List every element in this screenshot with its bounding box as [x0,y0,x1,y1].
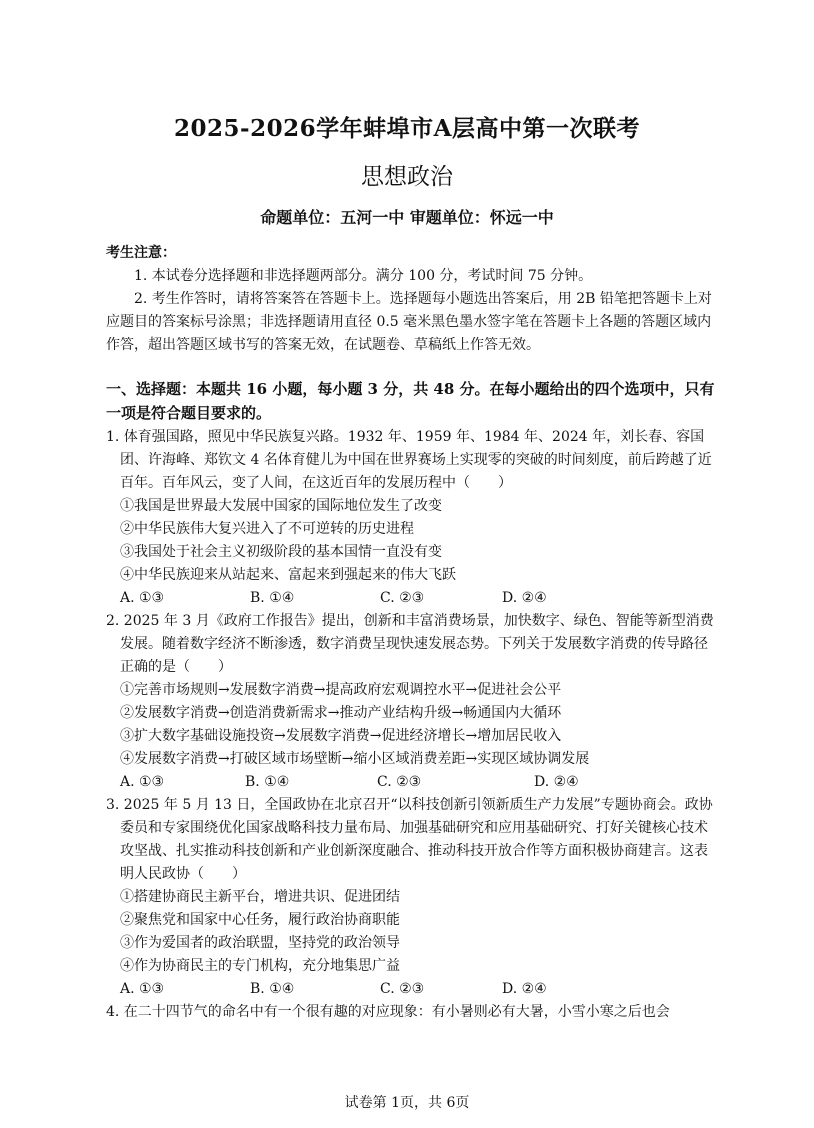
answer-choice: B. ①④ [250,981,295,997]
question-3 [106,794,718,1001]
answer-choice: D. ②④ [502,590,547,606]
question-stem: 3. 2025 年 5 月 13 日，全国政协在北京召开“以科技创新引领新质生产力发展”专题协商会。政协委员和专家围绕优化国家战略科技力量布局、加强基础研究和应用基础研究、打好关键核心技术攻坚战、扎实推动科技创新和产业创新深度融合、推动科技开放合作等方面积极协商建言。这表明人民政协（ ） [106,797,713,882]
page-footer: 试卷第 1页，共 6页 [344,1095,470,1111]
exam-subject: 思想政治 [361,164,453,190]
question-option: ①搭建协商民主新平台，增进共识、促进团结 [120,889,400,905]
exam-units: 命题单位：五河一中 审题单位：怀远一中 [260,208,554,227]
question-2 [106,610,718,794]
question-option: ②中华民族伟大复兴进入了不可逆转的历史进程 [120,521,414,537]
answer-choice: C. ②③ [380,590,425,606]
answer-choices [106,587,718,610]
answer-choice: D. ②④ [534,774,579,790]
answer-choice: B. ①④ [245,774,290,790]
notes-heading: 考生注意： [106,245,176,261]
question-option: ③我国处于社会主义初级阶段的基本国情一直没有变 [120,544,442,560]
question-option: ④作为协商民主的专门机构，充分地集思广益 [120,958,400,974]
answer-choices [106,771,718,794]
answer-choice: A. ①③ [120,981,165,997]
answer-choice: D. ②④ [502,981,547,997]
question-option: ③作为爱国者的政治联盟，坚持党的政治领导 [120,935,400,951]
question-1 [106,426,718,610]
question-stem: 4. 在二十四节气的命名中有一个很有趣的对应现象：有小暑则必有大暑，小雪小寒之后也会 [106,1004,670,1020]
answer-choice: A. ①③ [120,590,165,606]
notes-item: 2. 考生作答时，请将答案答在答题卡上。选择题每小题选出答案后，用 2B 铅笔把答题卡上对应题目的答案标号涂黑；非选择题请用直径 0.5 毫米黑色墨水签字笔在答题卡上各题的答题区域内作答，超出答题区域书写的答案无效，在试题卷、草稿纸上作答无效。 [106,291,712,353]
section-title: 一、选择题：本题共 16 小题，每小题 3 分，共 48 分。在每小题给出的四个选项中，只有一项是符合题目要求的。 [106,380,715,422]
answer-choice: A. ①③ [120,774,165,790]
question-option: ③扩大数字基础设施投资→发展数字消费→促进经济增长→增加居民收入 [120,728,562,744]
question-stem: 2. 2025 年 3 月《政府工作报告》提出，创新和丰富消费场景，加快数字、绿色、智能等新型消费发展。随着数字经济不断渗透，数字消费呈现快速发展态势。下列关于发展数字消费的传导路径正确的是（ ） [106,613,714,675]
answer-choice: B. ①④ [250,590,295,606]
question-option: ①完善市场规则→发展数字消费→提高政府宏观调控水平→促进社会公平 [120,682,562,698]
answer-choices [106,978,718,1001]
question-option: ②聚焦党和国家中心任务，履行政治协商职能 [120,912,400,928]
exam-title: 2025-2026学年蚌埠市A层高中第一次联考 [174,115,640,142]
question-option: ②发展数字消费→创造消费新需求→推动产业结构升级→畅通国内大循环 [120,705,562,721]
question-stem: 1. 体育强国路，照见中华民族复兴路。1932 年、1959 年、1984 年、2024 年，刘长春、容国团、许海峰、郑钦文 4 名体育健儿为中国在世界赛场上实现零的突破的时间刻度，前后跨越了近百年。百年风云，变了人间，在这近百年的发展历程中（ ） [106,429,712,491]
candidate-notes [106,242,716,357]
answer-choice: C. ②③ [380,981,425,997]
question-option: ①我国是世界最大发展中国家的国际地位发生了改变 [120,498,442,514]
question-4 [106,1001,718,1024]
question-option: ④中华民族迎来从站起来、富起来到强起来的伟大飞跃 [120,567,456,583]
answer-choice: C. ②③ [377,774,422,790]
notes-item: 1. 本试卷分选择题和非选择题两部分。满分 100 分，考试时间 75 分钟。 [134,268,593,284]
question-option: ④发展数字消费→打破区域市场壁断→缩小区域消费差距→实现区域协调发展 [120,751,590,767]
question-list [106,426,718,1024]
